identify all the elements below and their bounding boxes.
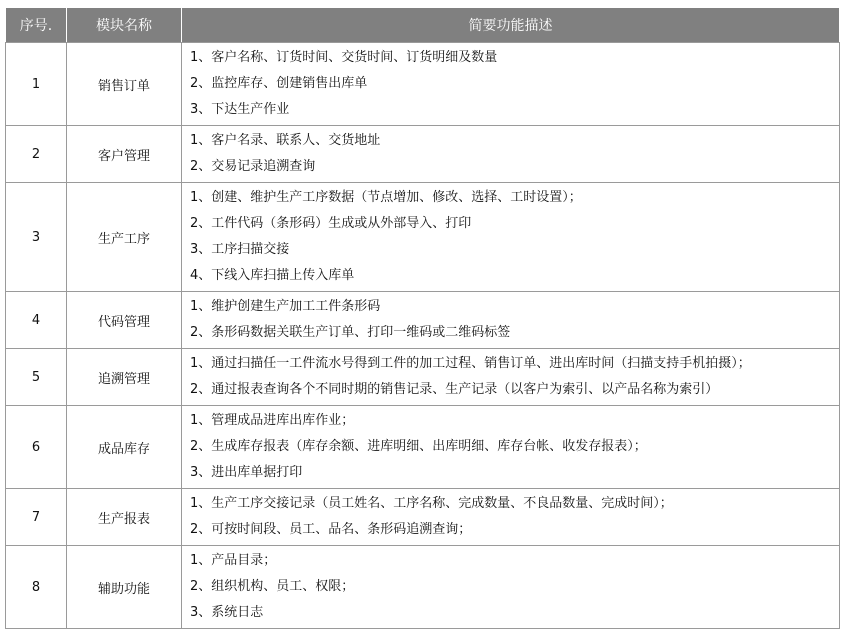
description-item: 1、创建、维护生产工序数据（节点增加、修改、选择、工时设置）； <box>190 190 582 205</box>
description-item: 2、通过报表查询各个不同时期的销售记录、生产记录（以客户为索引、以产品名称为索引） <box>190 382 719 397</box>
description-cell <box>182 183 840 292</box>
module-name: 生产工序 <box>67 183 182 292</box>
table-row <box>6 292 840 349</box>
description-item: 2、组织机构、员工、权限； <box>190 579 355 594</box>
row-number: 5 <box>6 349 67 406</box>
table-row <box>6 349 840 406</box>
header-module-name: 模块名称 <box>67 8 182 43</box>
description-cell <box>182 43 840 126</box>
description-item: 1、客户名称、订货时间、交货时间、订货明细及数量 <box>190 50 498 65</box>
table-row <box>6 183 840 292</box>
description-cell <box>182 406 840 489</box>
row-number: 6 <box>6 406 67 489</box>
header-no: 序号. <box>6 8 67 43</box>
description-item: 2、可按时间段、员工、品名、条形码追溯查询； <box>190 522 472 537</box>
description-item: 3、下达生产作业 <box>190 102 290 117</box>
description-item: 2、交易记录追溯查询 <box>190 159 316 174</box>
description-item: 1、通过扫描任一工件流水号得到工件的加工过程、销售订单、进出库时间（扫描支持手机拍摄）； <box>190 356 751 371</box>
module-name: 客户管理 <box>67 126 182 183</box>
module-name: 成品库存 <box>67 406 182 489</box>
description-item: 1、管理成品进库出库作业； <box>190 413 355 428</box>
description-cell <box>182 292 840 349</box>
description-item: 1、产品目录； <box>190 553 277 568</box>
row-number: 8 <box>6 546 67 629</box>
module-name: 追溯管理 <box>67 349 182 406</box>
row-number: 4 <box>6 292 67 349</box>
description-item: 2、监控库存、创建销售出库单 <box>190 76 368 91</box>
module-name: 生产报表 <box>67 489 182 546</box>
description-cell <box>182 546 840 629</box>
description-item: 4、下线入库扫描上传入库单 <box>190 268 355 283</box>
description-item: 1、维护创建生产加工工件条形码 <box>190 299 381 314</box>
description-item: 3、工序扫描交接 <box>190 242 290 257</box>
description-item: 1、客户名录、联系人、交货地址 <box>190 133 381 148</box>
module-name: 辅助功能 <box>67 546 182 629</box>
header-row <box>6 8 840 43</box>
description-cell <box>182 489 840 546</box>
function-table <box>5 7 840 629</box>
table-body <box>6 43 840 629</box>
table-row <box>6 546 840 629</box>
table-row <box>6 406 840 489</box>
table-row <box>6 43 840 126</box>
row-number: 1 <box>6 43 67 126</box>
description-item: 2、条形码数据关联生产订单、打印一维码或二维码标签 <box>190 325 511 340</box>
row-number: 7 <box>6 489 67 546</box>
description-item: 3、进出库单据打印 <box>190 465 303 480</box>
description-cell <box>182 126 840 183</box>
table-row <box>6 126 840 183</box>
row-number: 2 <box>6 126 67 183</box>
table-row <box>6 489 840 546</box>
module-name: 销售订单 <box>67 43 182 126</box>
row-number: 3 <box>6 183 67 292</box>
header-description: 简要功能描述 <box>182 8 840 43</box>
description-item: 2、工件代码（条形码）生成或从外部导入、打印 <box>190 216 472 231</box>
module-name: 代码管理 <box>67 292 182 349</box>
description-item: 1、生产工序交接记录（员工姓名、工序名称、完成数量、不良品数量、完成时间）； <box>190 496 673 511</box>
description-cell <box>182 349 840 406</box>
description-item: 3、系统日志 <box>190 605 264 620</box>
description-item: 2、生成库存报表（库存余额、进库明细、出库明细、库存台帐、收发存报表）； <box>190 439 647 454</box>
